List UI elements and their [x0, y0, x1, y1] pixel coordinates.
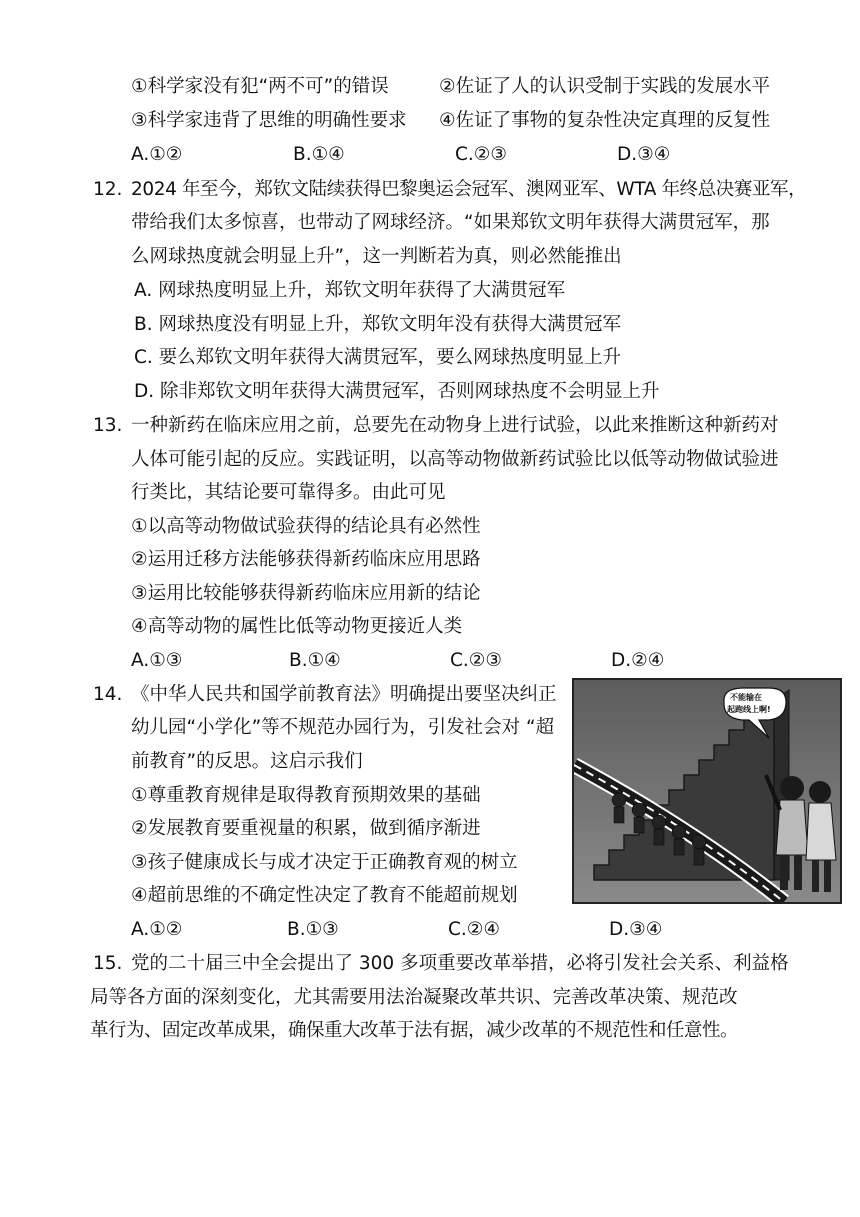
q11-option-2: ②佐证了人的认识受制于实践的发展水平: [439, 76, 771, 97]
q13-choice-a: A.①③: [131, 650, 183, 671]
q12-stem-line-1: 2024 年至今，郑钦文陆续获得巴黎奥运会冠军、澳网亚军、WTA 年终总决赛亚军，: [131, 179, 807, 200]
q12-option-c: C. 要么郑钦文明年获得大满贯冠军，要么网球热度明显上升: [134, 347, 622, 368]
q15-stem-line-2: 局等各方面的深刻变化，尤其需要用法治凝聚改革共识、完善改革决策、规范改: [90, 987, 738, 1008]
q12-option-b: B. 网球热度没有明显上升，郑钦文明年没有获得大满贯冠军: [134, 314, 621, 335]
q13-number: 13.: [93, 415, 123, 436]
q15-number: 15.: [93, 953, 123, 974]
q13-choice-b: B.①④: [289, 650, 341, 671]
cartoon-bubble-line-1: 不能输在: [730, 693, 762, 702]
q13-item-2: ②运用迁移方法能够获得新药临床应用思路: [131, 549, 481, 570]
q12-stem-line-2: 带给我们太多惊喜，也带动了网球经济。“如果郑钦文明年获得大满贯冠军，那: [131, 212, 770, 233]
q14-stem-line-3: 前教育”的反思。这启示我们: [131, 751, 363, 772]
q11-option-1: ①科学家没有犯“两不可”的错误: [131, 76, 389, 97]
q13-choice-c: C.②③: [450, 650, 502, 671]
q13-item-3: ③运用比较能够获得新药临床应用新的结论: [131, 583, 481, 604]
q14-item-2: ②发展教育要重视量的积累，做到循序渐进: [131, 818, 481, 839]
q13-stem-line-1: 一种新药在临床应用之前，总要先在动物身上进行试验，以此来推断这种新药对: [131, 415, 779, 436]
q11-option-4: ④佐证了事物的复杂性决定真理的反复性: [439, 110, 771, 131]
q14-item-1: ①尊重教育规律是取得教育预期效果的基础: [131, 785, 481, 806]
q14-stem-line-1: 《中华人民共和国学前教育法》明确提出要坚决纠正: [131, 684, 557, 705]
q14-choice-c: C.②④: [448, 919, 500, 940]
cartoon-bubble-line-2: 起跑线上啊!: [727, 705, 771, 714]
q14-choice-a: A.①②: [131, 919, 183, 940]
q12-option-a: A. 网球热度明显上升，郑钦文明年获得了大满贯冠军: [134, 280, 566, 301]
q14-stem-line-2: 幼儿园“小学化”等不规范办园行为，引发社会对 “超: [131, 717, 555, 738]
q11-option-3: ③科学家违背了思维的明确性要求: [131, 110, 407, 131]
q12-number: 12.: [93, 179, 123, 200]
q13-item-1: ①以高等动物做试验获得的结论具有必然性: [131, 516, 481, 537]
q11-choice-a: A.①②: [131, 144, 183, 165]
q12-option-d: D. 除非郑钦文明年获得大满贯冠军，否则网球热度不会明显上升: [134, 381, 660, 402]
cartoon-drawing: [574, 680, 840, 902]
q13-stem-line-3: 行类比，其结论要可靠得多。由此可见: [131, 482, 446, 503]
q14-number: 14.: [93, 684, 123, 705]
q14-item-3: ③孩子健康成长与成才决定于正确教育观的树立: [131, 852, 518, 873]
q11-choice-d: D.③④: [617, 144, 671, 165]
q11-choice-c: C.②③: [455, 144, 507, 165]
q15-stem-line-1: 党的二十届三中全会提出了 300 多项重要改革举措，必将引发社会关系、利益格: [131, 953, 789, 974]
q13-choice-d: D.②④: [611, 650, 665, 671]
q14-item-4: ④超前思维的不确定性决定了教育不能超前规划: [131, 885, 518, 906]
q15-stem-line-3: 革行为、固定改革成果，确保重大改革于法有据，减少改革的不规范性和任意性。: [90, 1020, 739, 1041]
q14-choice-d: D.③④: [609, 919, 663, 940]
q12-stem-line-3: 么网球热度就会明显上升”，这一判断若为真，则必然能推出: [131, 246, 622, 267]
q11-choice-b: B.①④: [293, 144, 345, 165]
q13-item-4: ④高等动物的属性比低等动物更接近人类: [131, 616, 463, 637]
q13-stem-line-2: 人体可能引起的反应。实践证明，以高等动物做新药试验比以低等动物做试验进: [131, 449, 779, 470]
q14-choice-b: B.①③: [287, 919, 339, 940]
q14-cartoon: [572, 678, 842, 904]
